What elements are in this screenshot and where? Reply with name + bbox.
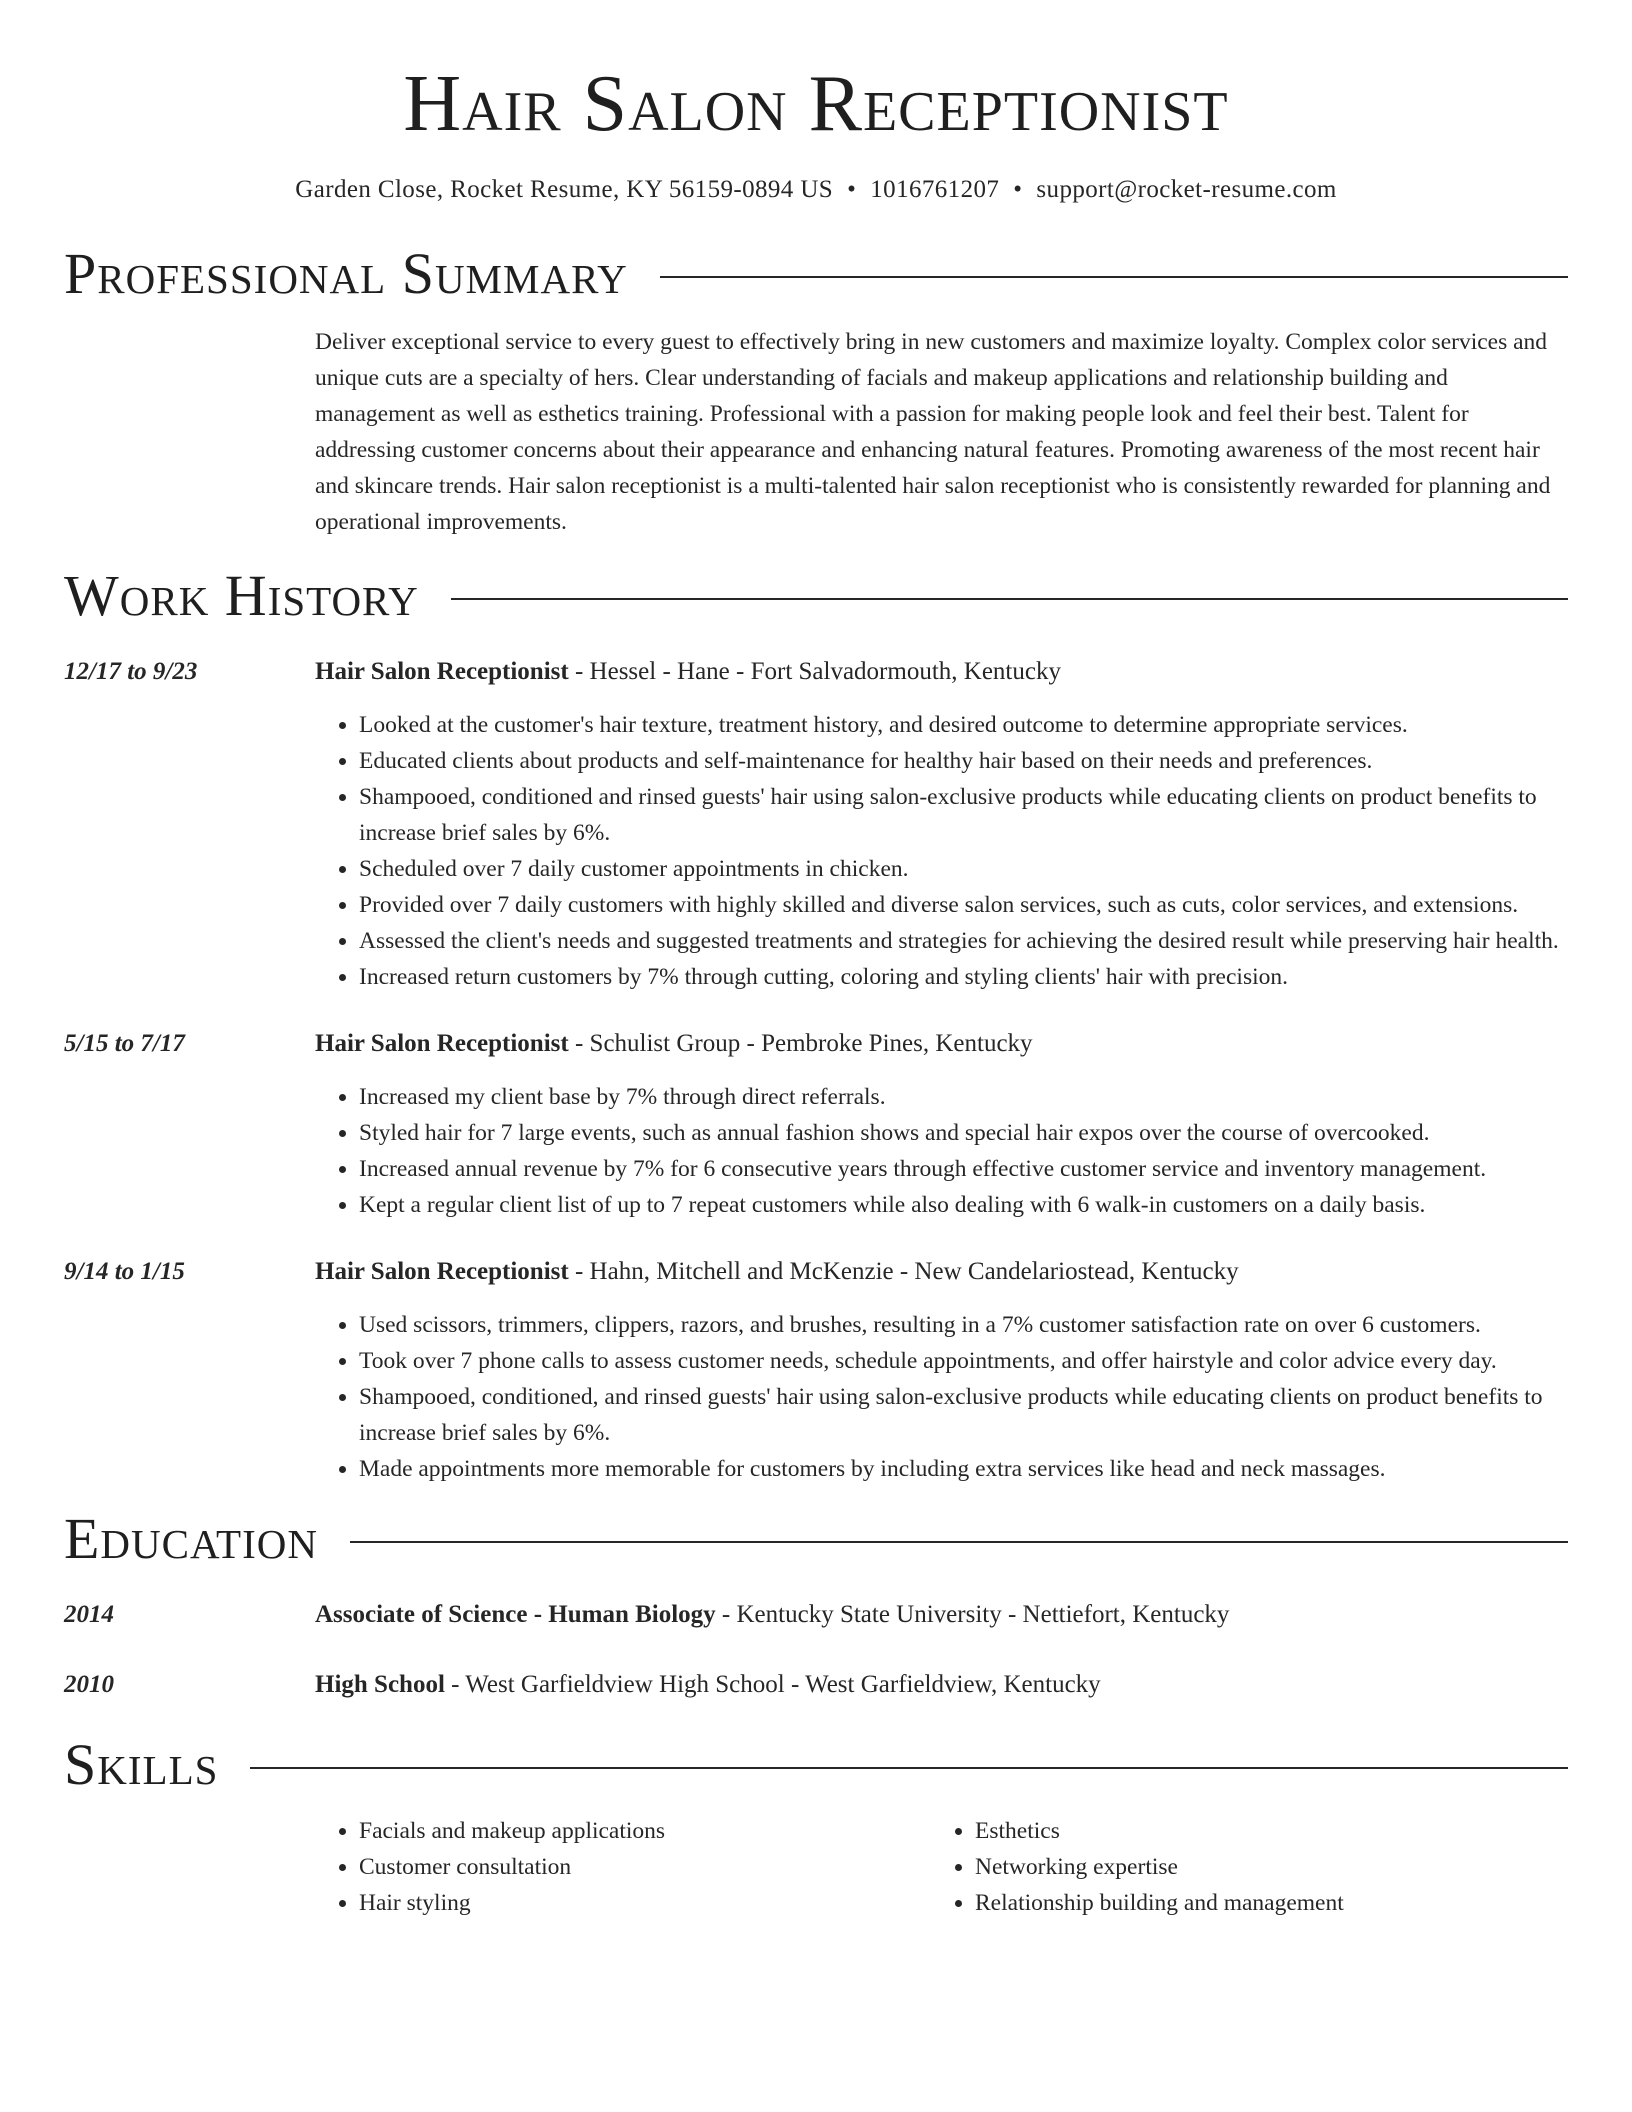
job-bullets [315, 707, 1568, 995]
separator: • [1013, 176, 1023, 203]
job-bullet: • Looked at the customer's hair texture, treatment history, and desired outcome to determine appropriate services. [359, 707, 1568, 743]
education-degree: High School [315, 1671, 445, 1698]
skills-column-right [931, 1813, 1547, 1921]
skill-item: • Esthetics [975, 1813, 1547, 1849]
job-bullets [315, 1307, 1568, 1487]
job-bullet: • Kept a regular client list of up to 7 repeat customers while also dealing with 6 walk-in customers on a daily basis. [359, 1187, 1568, 1223]
candidate-name: Hair Salon Receptionist [403, 60, 1229, 148]
separator: • [847, 176, 857, 203]
summary-content [315, 324, 1568, 540]
job-bullet: • Shampooed, conditioned and rinsed guests' hair using salon-exclusive products while educating clients on product benefits to increase brief sales by 6%. [359, 779, 1568, 851]
job-dates: 9/14 to 1/15 [64, 1258, 185, 1285]
job-details: - Hessel - Hane - Fort Salvadormouth, Kentucky [568, 658, 1061, 685]
section-divider [451, 598, 1568, 600]
education-text [315, 1597, 1229, 1633]
section-divider [660, 276, 1568, 278]
job-bullet: • Styled hair for 7 large events, such as annual fashion shows and special hair expos over the course of overcooked. [359, 1115, 1568, 1151]
email: support@rocket-resume.com [1036, 176, 1337, 203]
skill-item: • Networking expertise [975, 1849, 1547, 1885]
education-year: 2014 [64, 1601, 114, 1628]
job-bullet: • Scheduled over 7 daily customer appointments in chicken. [359, 851, 1568, 887]
education-entry [64, 1667, 1568, 1703]
job-bullet: • Made appointments more memorable for customers by including extra services like head and neck massages. [359, 1451, 1568, 1487]
job-bullets [315, 1079, 1568, 1223]
skill-item: • Customer consultation [359, 1849, 931, 1885]
education-section-header [64, 1507, 1568, 1571]
job-entry [64, 1026, 1568, 1223]
phone: 1016761207 [870, 176, 1000, 203]
section-divider [350, 1541, 1568, 1543]
address: Garden Close, Rocket Resume, KY 56159-0894 US [295, 176, 834, 203]
job-dates: 12/17 to 9/23 [64, 658, 198, 685]
job-bullet: • Used scissors, trimmers, clippers, razors, and brushes, resulting in a 7% customer satisfaction rate on over 6 customers. [359, 1307, 1568, 1343]
job-bullet: • Increased return customers by 7% through cutting, coloring and styling clients' hair with precision. [359, 959, 1568, 995]
education-entry [64, 1597, 1568, 1633]
job-bullet: • Took over 7 phone calls to assess customer needs, schedule appointments, and offer hairstyle and color advice every day. [359, 1343, 1568, 1379]
section-divider [250, 1767, 1568, 1769]
skills-list [315, 1813, 1568, 1921]
job-title: Hair Salon Receptionist [315, 658, 569, 685]
skills-column-left [315, 1813, 931, 1921]
job-body [315, 1026, 1568, 1223]
job-details: - Hahn, Mitchell and McKenzie - New Candelariostead, Kentucky [568, 1258, 1239, 1285]
resume-page [64, 0, 1568, 1921]
skill-item: • Facials and makeup applications [359, 1813, 931, 1849]
job-bullet: • Increased my client base by 7% through direct referrals. [359, 1079, 1568, 1115]
skills-heading: Skills [64, 1732, 219, 1797]
education-text [315, 1667, 1101, 1703]
skill-item: • Hair styling [359, 1885, 931, 1921]
job-title-line [315, 654, 1568, 690]
education-details: - Kentucky State University - Nettiefort, Kentucky [715, 1601, 1230, 1628]
job-bullet: • Shampooed, conditioned, and rinsed guests' hair using salon-exclusive products while educating clients on product benefits to increase brief sales by 6%. [359, 1379, 1568, 1451]
skills-section-header [64, 1733, 1568, 1797]
job-entry [64, 1254, 1568, 1487]
job-dates: 5/15 to 7/17 [64, 1030, 185, 1057]
job-title-line [315, 1254, 1568, 1290]
job-bullet: • Provided over 7 daily customers with highly skilled and diverse salon services, such as cuts, color services, and extensions. [359, 887, 1568, 923]
summary-heading: Professional Summary [64, 241, 628, 306]
work-heading: Work History [64, 563, 419, 628]
job-bullet: • Increased annual revenue by 7% for 6 consecutive years through effective customer service and inventory management. [359, 1151, 1568, 1187]
skill-item: • Relationship building and management [975, 1885, 1547, 1921]
job-body [315, 1254, 1568, 1487]
education-heading: Education [64, 1506, 318, 1571]
education-details: - West Garfieldview High School - West Garfieldview, Kentucky [444, 1671, 1101, 1698]
job-entry [64, 654, 1568, 995]
job-body [315, 654, 1568, 995]
job-title: Hair Salon Receptionist [315, 1258, 569, 1285]
work-section-header [64, 564, 1568, 628]
job-details: - Schulist Group - Pembroke Pines, Kentucky [568, 1030, 1033, 1057]
job-bullet: • Assessed the client's needs and suggested treatments and strategies for achieving the desired result while preserving hair health. [359, 923, 1568, 959]
education-year: 2010 [64, 1671, 114, 1698]
education-degree: Associate of Science - Human Biology [315, 1601, 716, 1628]
job-title-line [315, 1026, 1568, 1062]
summary-section-header [64, 242, 1568, 306]
job-title: Hair Salon Receptionist [315, 1030, 569, 1057]
job-bullet: • Educated clients about products and self-maintenance for healthy hair based on their needs and preferences. [359, 743, 1568, 779]
summary-text: Deliver exceptional service to every guest to effectively bring in new customers and maximize loyalty. Complex color services and unique cuts are a specialty of hers. Clear understanding of facials and makeup applications and relationship building and management as well as esthetics training. Professional with a passion for making people look and feel their best. Talent for addressing customer concerns about their appearance and enhancing natural features. Promoting awareness of the most recent hair and skincare trends. Hair salon receptionist is a multi-talented hair salon receptionist who is consistently rewarded for planning and operational improvements. [315, 329, 1551, 535]
contact-line [64, 174, 1568, 206]
